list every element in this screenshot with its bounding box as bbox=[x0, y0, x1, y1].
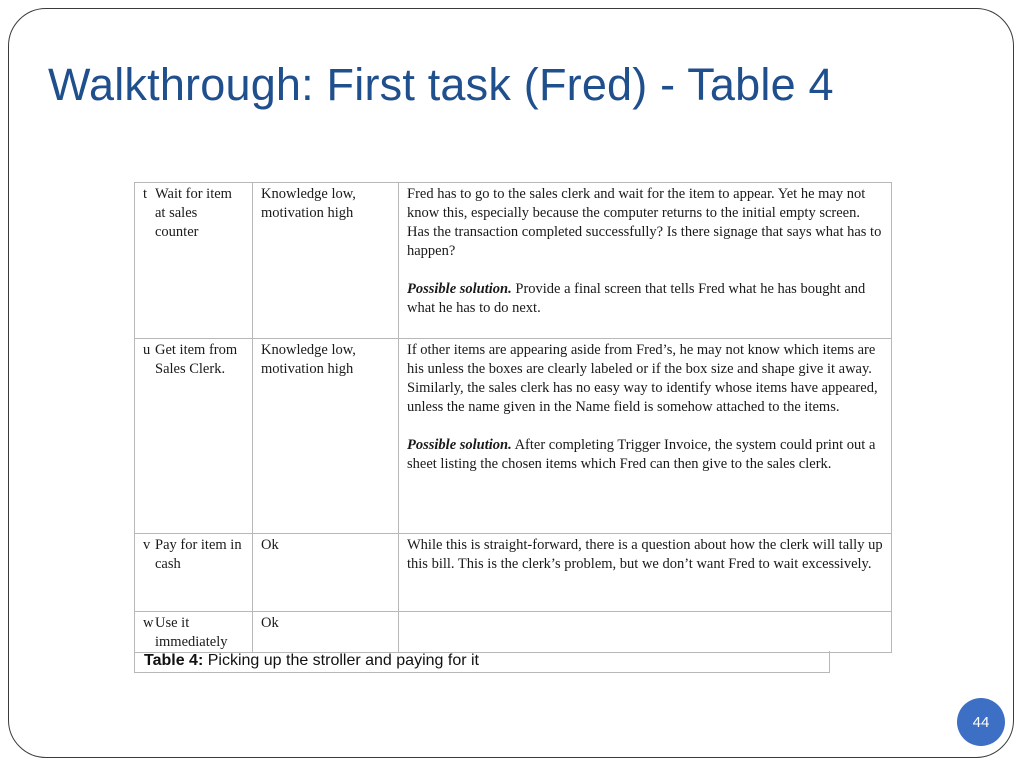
step-letter: v bbox=[143, 537, 151, 553]
comment-cell bbox=[399, 183, 892, 339]
solution-label: Possible solution. bbox=[407, 437, 512, 453]
possible-solution bbox=[407, 436, 883, 474]
step-label: Pay for item in cash bbox=[155, 537, 242, 572]
caption-label: Table 4: bbox=[144, 652, 204, 669]
solution-text: Provide a final screen that tells Fred what he has bought and what he has to do next. bbox=[407, 281, 866, 316]
comment-cell bbox=[399, 534, 892, 612]
step-cell bbox=[135, 339, 253, 534]
level-cell: Knowledge low, motivation high bbox=[253, 339, 399, 534]
comment-cell bbox=[399, 612, 892, 653]
table-row bbox=[135, 183, 892, 339]
step-letter: u bbox=[143, 342, 151, 358]
step-cell bbox=[135, 612, 253, 653]
step-cell bbox=[135, 534, 253, 612]
step-label: Use it immediately bbox=[155, 615, 228, 650]
caption-text: Picking up the stroller and paying for it bbox=[203, 652, 479, 669]
slide-title: Walkthrough: First task (Fred) - Table 4 bbox=[48, 59, 834, 110]
solution-text: After completing Trigger Invoice, the system could print out a sheet listing the chosen items which Fred can then give to the sales clerk. bbox=[407, 437, 876, 472]
step-letter: w bbox=[143, 615, 154, 631]
comment-text: If other items are appearing aside from Fred’s, he may not know which items are his unless the boxes are clearly labeled or if the box size and shape give it away. Similarly, the sales clerk has no easy way to identify whose items have appeared, unless the name given in the Name field is somehow attached to the items. bbox=[407, 342, 878, 415]
table-caption bbox=[134, 651, 830, 673]
table-row bbox=[135, 612, 892, 653]
comment-cell bbox=[399, 339, 892, 534]
step-label: Get item from Sales Clerk. bbox=[155, 342, 238, 377]
walkthrough-table-container bbox=[134, 182, 891, 653]
solution-label: Possible solution. bbox=[407, 281, 512, 297]
level-cell: Knowledge low, motivation high bbox=[253, 183, 399, 339]
step-cell bbox=[135, 183, 253, 339]
page-number: 44 bbox=[972, 713, 990, 731]
table-row bbox=[135, 534, 892, 612]
comment-text: Fred has to go to the sales clerk and wait for the item to appear. Yet he may not know this, especially because the computer returns to the initial empty screen. Has the transaction completed successfully? Is there signage that says what has to happen? bbox=[407, 186, 882, 259]
comment-text: While this is straight-forward, there is a question about how the clerk will tally up this bill. This is the clerk’s problem, but we don’t want Fred to wait excessively. bbox=[407, 537, 883, 572]
step-letter: t bbox=[143, 186, 148, 202]
level-cell: Ok bbox=[253, 534, 399, 612]
level-cell: Ok bbox=[253, 612, 399, 653]
table-row bbox=[135, 339, 892, 534]
step-label: Wait for item at sales counter bbox=[155, 186, 232, 240]
possible-solution bbox=[407, 280, 883, 318]
walkthrough-table bbox=[134, 182, 892, 653]
page-number-badge bbox=[957, 698, 1005, 746]
